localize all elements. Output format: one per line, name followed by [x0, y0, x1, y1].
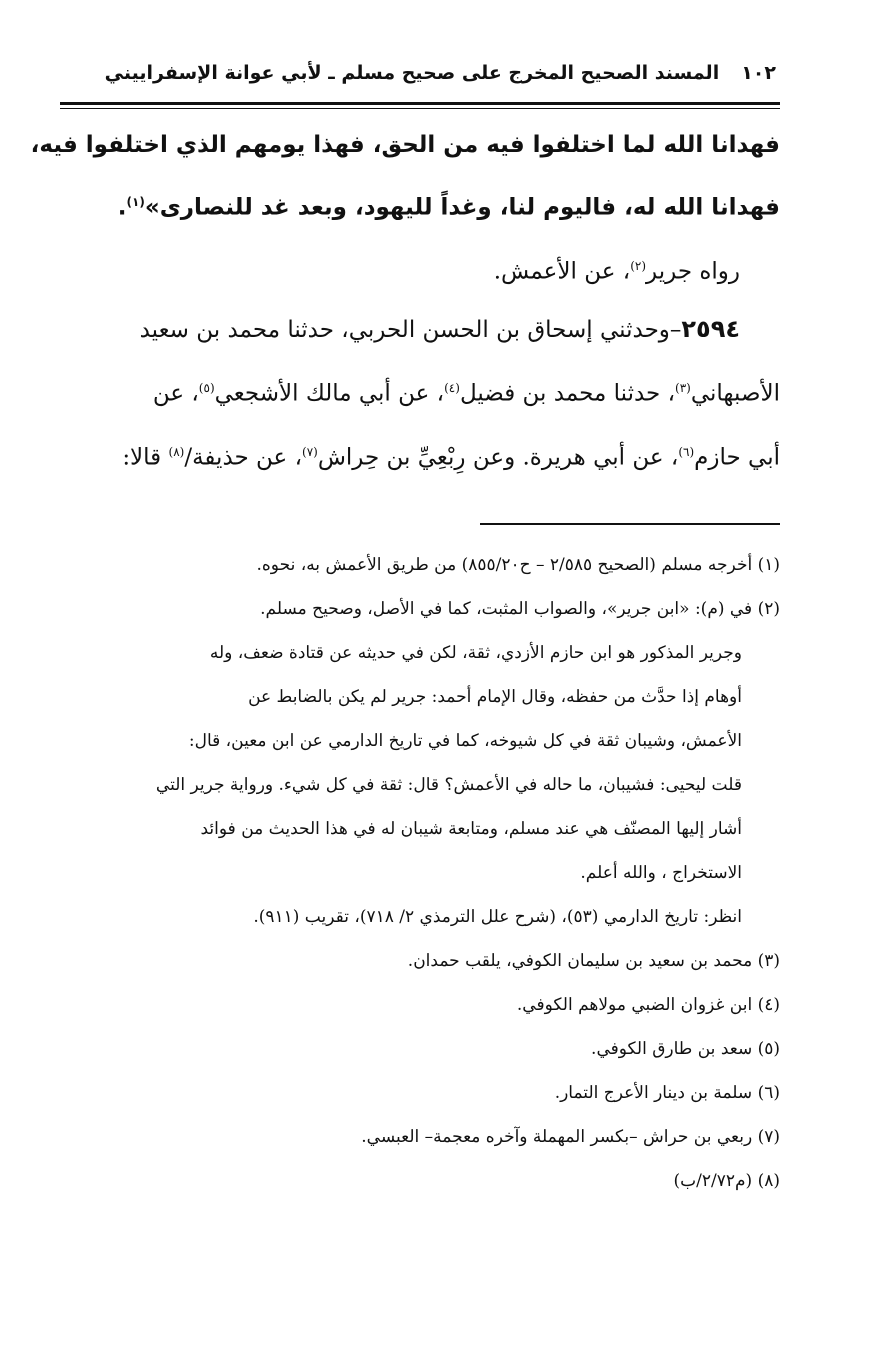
footnote-ref-3[interactable]: (٣) — [675, 381, 691, 396]
footnote-1: (١) أخرجه مسلم (الصحيح ٢/٥٨٥ – ح٨٥٥/٢٠) من طريق الأعمش به، نحوه. — [256, 554, 780, 575]
narration-text-b: ، عن الأعمش. — [493, 258, 631, 285]
hadith-line-2-text: فهدانا الله له، فاليوم لنا، وغداً لليهود، وبعد غد للنصارى» — [144, 194, 780, 221]
line2-d: ، عن — [152, 380, 199, 407]
hadith-line-2-end: . — [117, 194, 127, 221]
line3-c: ، عن حذيفة/ — [184, 444, 303, 471]
header-rule-thin — [60, 108, 780, 109]
hadith-2594-line-2 — [60, 359, 780, 423]
footnote-4: (٤) ابن غزوان الضبي مولاهم الكوفي. — [516, 994, 780, 1015]
footnote-7: (٧) ربعي بن حراش –بكسر المهملة وآخره معجمة– العبسي. — [361, 1126, 780, 1147]
footnote-2-body-1: وجرير المذكور هو ابن حازم الأزدي، ثقة، لكن في حديثه عن قتادة ضعف، وله — [209, 642, 742, 663]
footnote-ref-7[interactable]: (٧) — [302, 444, 318, 459]
main-text — [60, 237, 780, 487]
book-title: المسند الصحيح المخرج على صحيح مسلم ـ لأبي عوانة الإسفراييني — [104, 62, 720, 84]
footnotes — [60, 543, 780, 1203]
page-number: ١٠٢ — [741, 62, 776, 84]
footnote-ref-2[interactable]: (٢) — [630, 258, 647, 273]
hadith-line-2 — [60, 174, 780, 237]
line2-a: الأصبهاني — [690, 380, 780, 407]
narration-text-a: رواه جرير — [646, 258, 740, 285]
footnote-2-body-3: الأعمش، وشيبان ثقة في كل شيوخه، كما في تاريخ الدارمي عن ابن معين، قال: — [188, 730, 742, 751]
footnote-3: (٣) محمد بن سعيد بن سليمان الكوفي، يلقب حمدان. — [407, 950, 780, 971]
footnote-2-body-2: أوهام إذا حدَّث من حفظه، وقال الإمام أحمد: جرير لم يكن بالضابط عن — [248, 686, 742, 707]
narration-line — [60, 237, 780, 301]
footnote-ref-6[interactable]: (٦) — [678, 444, 695, 459]
footnote-ref-4[interactable]: (٤) — [444, 381, 460, 396]
hadith-text — [30, 117, 780, 237]
footnote-2-body-5: أشار إليها المصنّف هي عند مسلم، ومتابعة شيبان له في هذا الحديث من فوائد — [200, 818, 742, 839]
footnote-ref-1[interactable]: (١) — [126, 195, 145, 209]
hadith-2594-line-1 — [60, 300, 780, 359]
hadith-line-1: فهدانا الله لما اختلفوا فيه من الحق، فهذا يومهم الذي اختلفوا فيه، — [30, 132, 780, 158]
running-header — [60, 62, 780, 100]
line3-a: أبي حازم — [694, 444, 780, 471]
footnote-6: (٦) سلمة بن دينار الأعرج التمار. — [554, 1082, 780, 1103]
header-rule-thick — [60, 102, 780, 105]
line3-d: قالا: — [122, 444, 169, 471]
footnote-2-body-4: قلت ليحيى: فشيبان، ما حاله في الأعمش؟ قال: ثقة في كل شيء. ورواية جرير التي — [155, 774, 742, 795]
line2-c: ، عن أبي مالك الأشجعي — [214, 380, 445, 407]
footnote-divider — [480, 523, 780, 525]
footnote-8: (٨) (م٢/٧٢/ب) — [673, 1170, 780, 1191]
footnote-2: (٢) في (م): «ابن جرير»، والصواب المثبت، كما في الأصل، وصحيح مسلم. — [260, 598, 780, 619]
hadith-number: ٢٥٩٤ — [681, 315, 740, 344]
line2-b: ، حدثنا محمد بن فضيل — [459, 380, 675, 407]
line3-b: ، عن أبي هريرة. وعن رِبْعِيِّ بن حِراش — [317, 444, 679, 471]
footnote-5: (٥) سعد بن طارق الكوفي. — [591, 1038, 780, 1059]
hadith-2594-line-3 — [60, 423, 780, 487]
footnote-2-body-6: الاستخراج ، والله أعلم. — [580, 862, 742, 883]
book-page — [30, 62, 780, 1203]
footnote-ref-8[interactable]: (٨) — [168, 444, 185, 459]
footnote-ref-5[interactable]: (٥) — [198, 381, 215, 396]
footnote-2-body-7: انظر: تاريخ الدارمي (٥٣)، (شرح علل الترمذي ٢/ ٧١٨)، تقريب (٩١١). — [253, 906, 742, 927]
hadith-2594-line-1-text: –وحدثني إسحاق بن الحسن الحربي، حدثنا محمد بن سعيد — [139, 317, 682, 344]
